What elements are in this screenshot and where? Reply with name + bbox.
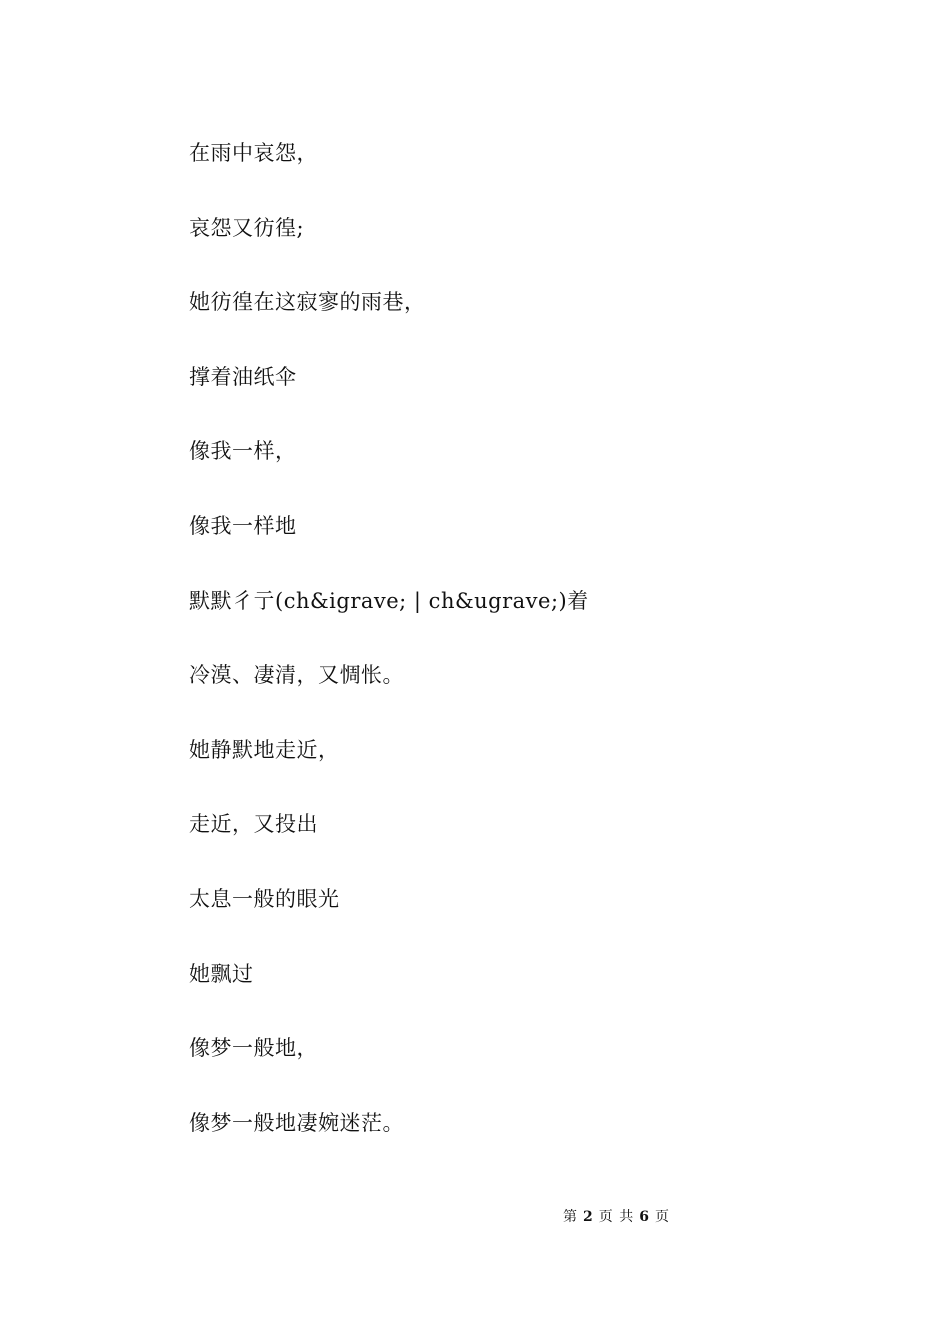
poem-body	[189, 136, 589, 1180]
total-pages-number: 6	[639, 1209, 650, 1225]
poem-line-4: 撑着油纸伞	[189, 364, 297, 389]
footer-middle: 页 共	[598, 1209, 635, 1225]
poem-line-7: 默默彳亍(ch&igrave; | ch&ugrave;)着	[189, 588, 589, 613]
current-page-number: 2	[583, 1209, 594, 1225]
poem-line-13: 像梦一般地，	[189, 1036, 318, 1061]
footer-suffix: 页	[654, 1209, 670, 1225]
poem-line-14: 像梦一般地凄婉迷茫。	[189, 1110, 404, 1135]
poem-line-2: 哀怨又彷徨;	[189, 215, 305, 240]
poem-line-11: 太息一般的眼光	[189, 886, 340, 911]
poem-line-9: 她静默地走近，	[189, 737, 340, 762]
page-footer	[563, 1207, 670, 1227]
poem-line-5: 像我一样，	[189, 439, 297, 464]
poem-line-1: 在雨中哀怨，	[189, 141, 318, 165]
poem-line-6: 像我一样地	[189, 513, 297, 538]
poem-line-10: 走近，又投出	[189, 812, 318, 837]
footer-prefix: 第	[563, 1209, 578, 1225]
poem-line-3: 她彷徨在这寂寥的雨巷，	[189, 290, 426, 315]
poem-line-8: 冷漠、凄清，又惆怅。	[189, 663, 404, 688]
poem-line-12: 她飘过	[189, 961, 254, 986]
